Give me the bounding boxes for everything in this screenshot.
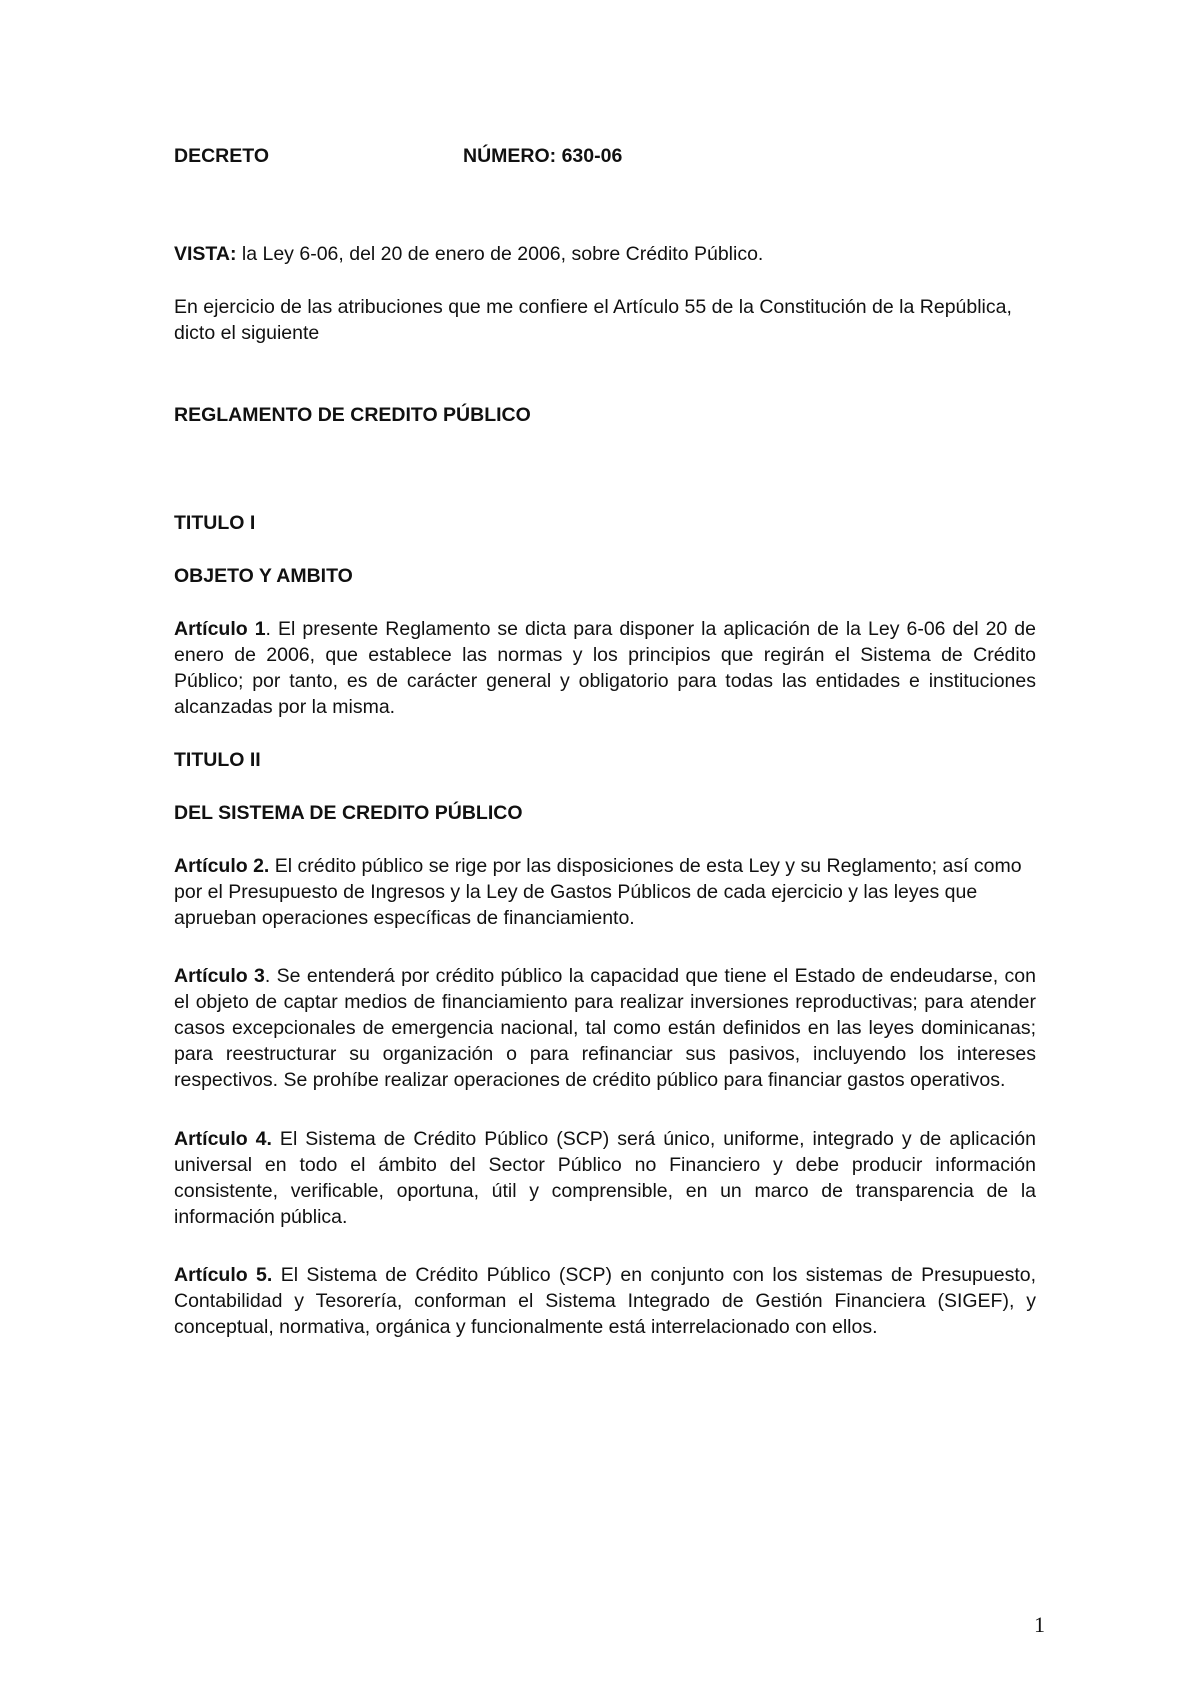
titulo-2-heading: TITULO II xyxy=(174,749,261,771)
articulo-2-label: Artículo 2. xyxy=(174,855,270,877)
articulo-5-text: El Sistema de Crédito Público (SCP) en conjunto con los sistemas de Presupuesto, Contabilidad y Tesorería, conforman el Sistema Integrado de Gestión Financiera (SIGEF), y conceptual, normativa, orgánica y funcionalmente está interrelacionado con ellos. xyxy=(174,1264,1037,1338)
articulo-1-text: . El presente Reglamento se dicta para disponer la aplicación de la Ley 6-06 del 20 de enero de 2006, que establece las normas y los principios que regirán el Sistema de Crédito Público; por tanto, es de carácter general y obligatorio para todas las entidades e instituciones alcanzadas por la misma. xyxy=(174,618,1036,718)
titulo-1-subtitle: OBJETO Y AMBITO xyxy=(174,565,353,587)
ejercicio-paragraph: En ejercicio de las atribuciones que me confiere el Artículo 55 de la Constitución de la República, dicto el siguiente xyxy=(174,296,1012,344)
articulo-2-paragraph xyxy=(174,853,1036,931)
vista-paragraph xyxy=(174,241,1036,267)
titulo-1-heading: TITULO I xyxy=(174,512,256,534)
articulo-4-paragraph xyxy=(174,1126,1036,1230)
page-number: 1 xyxy=(1034,1612,1045,1637)
articulo-3-label: Artículo 3 xyxy=(174,965,265,987)
articulo-3-text: . Se entenderá por crédito público la capacidad que tiene el Estado de endeudarse, con el objeto de captar medios de financiamiento para realizar inversiones reproductivas; para atender casos excepcionales de emergencia nacional, tal como están definidos en las leyes dominicanas; para reestructurar su organización o para refinanciar sus pasivos, incluyendo los intereses respectivos. Se prohíbe realizar operaciones de crédito público para financiar gastos operativos. xyxy=(174,965,1036,1091)
articulo-3-paragraph xyxy=(174,963,1036,1093)
articulo-2-text: El crédito público se rige por las disposiciones de esta Ley y su Reglamento; así como por el Presupuesto de Ingresos y la Ley de Gastos Públicos de cada ejercicio y las leyes que aprueban operaciones específicas de financiamiento. xyxy=(174,855,1022,929)
vista-label: VISTA: xyxy=(174,243,237,265)
articulo-4-label: Artículo 4. xyxy=(174,1128,272,1150)
titulo-2-subtitle: DEL SISTEMA DE CREDITO PÚBLICO xyxy=(174,802,523,824)
articulo-1-paragraph xyxy=(174,616,1036,720)
articulo-5-paragraph xyxy=(174,1262,1036,1340)
articulo-1-label: Artículo 1 xyxy=(174,618,266,640)
decree-number: NÚMERO: 630-06 xyxy=(463,145,623,167)
articulo-5-label: Artículo 5. xyxy=(174,1264,273,1286)
reglamento-title: REGLAMENTO DE CREDITO PÚBLICO xyxy=(174,404,531,426)
articulo-4-text: El Sistema de Crédito Público (SCP) será único, uniforme, integrado y de aplicación universal en todo el ámbito del Sector Público no Financiero y debe producir información consistente, verificable, oportuna, útil y comprensible, en un marco de transparencia de la información pública. xyxy=(174,1128,1036,1228)
vista-text: la Ley 6-06, del 20 de enero de 2006, sobre Crédito Público. xyxy=(236,243,764,265)
decreto-label: DECRETO xyxy=(174,145,269,167)
